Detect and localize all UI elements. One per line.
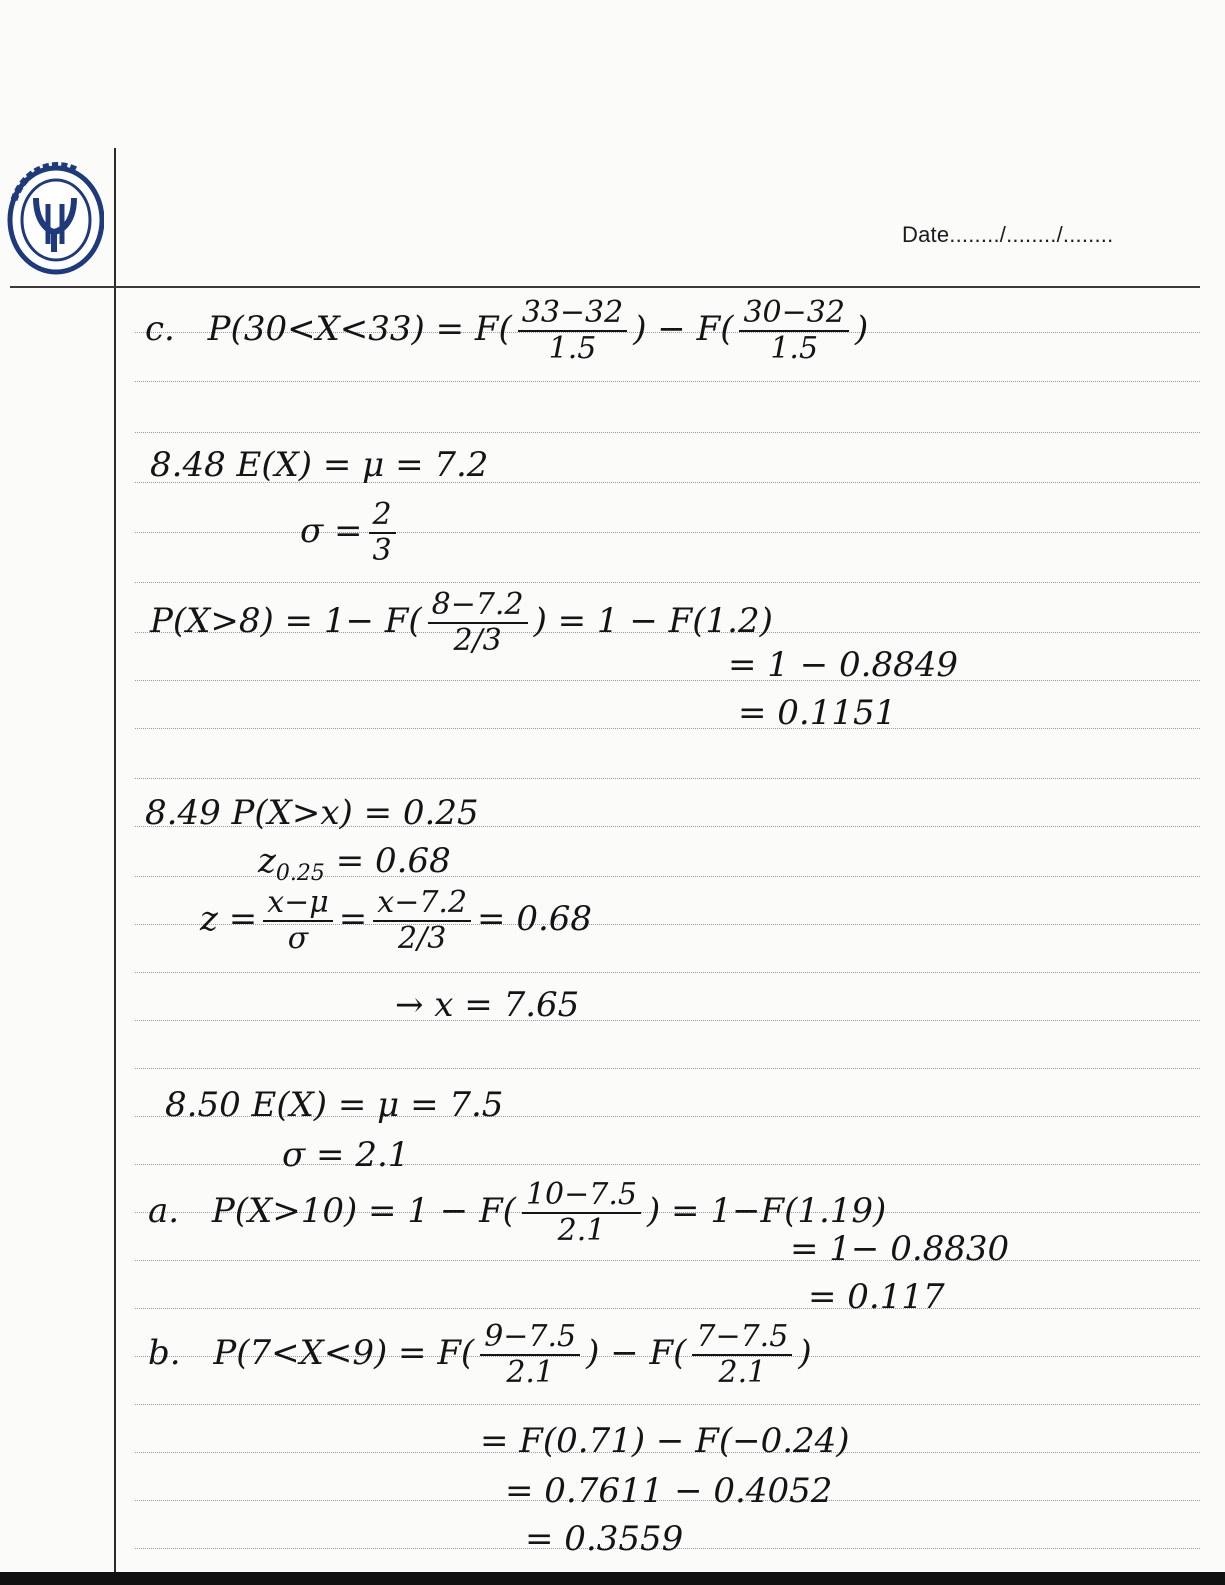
p848-lhs: P(X>8) = 1− F( <box>150 601 422 641</box>
p848-end: ) = 1 − F(1.2) <box>533 601 773 641</box>
x-solution: → x = 7.65 <box>395 985 580 1025</box>
z-subscript: 0.25 <box>275 860 325 886</box>
c-label: c. <box>145 309 175 349</box>
z-num2: x−7.2 <box>373 888 471 922</box>
problem-8-49-heading: 8.49 P(X>x) = 0.25 <box>145 793 479 833</box>
b-den1: 2.1 <box>506 1355 555 1390</box>
b-num2: 7−7.5 <box>692 1322 792 1356</box>
c-fraction-2 <box>739 295 848 366</box>
ruled-line <box>135 532 1200 533</box>
a-line-2: = 1− 0.8830 <box>790 1229 1010 1269</box>
b-fraction-2 <box>692 1319 792 1390</box>
ruled-line <box>135 1404 1200 1405</box>
z-value: = 0.68 <box>335 841 451 881</box>
z-value-line <box>258 841 451 886</box>
sigma-8-48 <box>300 497 402 568</box>
sigma-den: 3 <box>372 533 392 568</box>
a-fraction <box>522 1177 641 1248</box>
sigma-label: σ = <box>300 511 363 551</box>
b-den2: 2.1 <box>718 1355 767 1390</box>
c-end: ) <box>854 309 869 349</box>
z-result: = 0.68 <box>477 899 593 939</box>
z-formula-line <box>200 885 593 956</box>
p848-den: 2/3 <box>453 623 502 658</box>
a-label: a. <box>148 1191 180 1231</box>
a-lhs: P(X>10) = 1 − F( <box>211 1191 516 1231</box>
b-label: b. <box>148 1333 181 1373</box>
z-equals: = <box>338 899 368 939</box>
ruled-line <box>135 432 1200 433</box>
b-line-2: = F(0.71) − F(−0.24) <box>480 1421 850 1461</box>
p848-fraction <box>428 587 528 658</box>
a-den: 2.1 <box>557 1213 606 1248</box>
z-fraction-2 <box>373 885 471 956</box>
p848-line-2: = 1 − 0.8849 <box>728 645 958 685</box>
a-end: ) = 1−F(1.19) <box>646 1191 887 1231</box>
ruled-line <box>135 728 1200 729</box>
b-num1: 9−7.5 <box>480 1322 580 1356</box>
ruled-line <box>135 381 1200 382</box>
problem-8-50-heading: 8.50 E(X) = μ = 7.5 <box>165 1085 504 1125</box>
c-equation <box>145 295 869 366</box>
z-eq-label: z = <box>200 899 258 939</box>
b-lhs: P(7<X<9) = F( <box>213 1333 475 1373</box>
c-den1: 1.5 <box>548 331 597 366</box>
ruled-line <box>135 972 1200 973</box>
z-den1: σ <box>287 921 309 956</box>
school-logo-icon <box>6 160 104 278</box>
page-bottom-edge <box>0 1572 1225 1585</box>
b-end: ) <box>798 1333 812 1373</box>
c-lhs: P(30<X<33) = F( <box>207 309 512 349</box>
z-num1: x−μ <box>263 888 333 922</box>
problem-8-48-heading: 8.48 E(X) = μ = 7.2 <box>150 445 489 485</box>
ruled-line <box>135 1308 1200 1309</box>
sigma-num: 2 <box>369 500 396 534</box>
sigma-fraction <box>369 497 396 568</box>
ruled-line <box>135 778 1200 779</box>
ruled-line <box>135 1068 1200 1069</box>
z-symbol: z <box>258 841 276 881</box>
a-line-1 <box>148 1177 887 1248</box>
ruled-line <box>135 1260 1200 1261</box>
ruled-line <box>135 1020 1200 1021</box>
c-num2: 30−32 <box>739 298 848 332</box>
ruled-line <box>135 582 1200 583</box>
b-fraction-1 <box>480 1319 580 1390</box>
c-mid: ) − F( <box>633 309 734 349</box>
z-den2: 2/3 <box>398 921 447 956</box>
ruled-line <box>135 680 1200 681</box>
b-mid: ) − F( <box>586 1333 687 1373</box>
c-den2: 1.5 <box>770 331 819 366</box>
p848-line-3: = 0.1151 <box>738 693 897 733</box>
b-line-1 <box>148 1319 812 1390</box>
c-fraction-1 <box>518 295 627 366</box>
header-rule <box>10 286 1200 288</box>
b-line-4: = 0.3559 <box>525 1519 684 1559</box>
sigma-8-50: σ = 2.1 <box>282 1135 410 1175</box>
b-line-3: = 0.7611 − 0.4052 <box>505 1471 833 1511</box>
p848-line-1 <box>150 587 773 658</box>
margin-line <box>114 148 116 1585</box>
date-label: Date......../......../........ <box>902 222 1114 247</box>
p848-num: 8−7.2 <box>428 590 528 624</box>
a-num: 10−7.5 <box>522 1180 641 1214</box>
c-num1: 33−32 <box>518 298 627 332</box>
z-fraction-1 <box>263 885 333 956</box>
a-line-3: = 0.117 <box>808 1277 945 1317</box>
